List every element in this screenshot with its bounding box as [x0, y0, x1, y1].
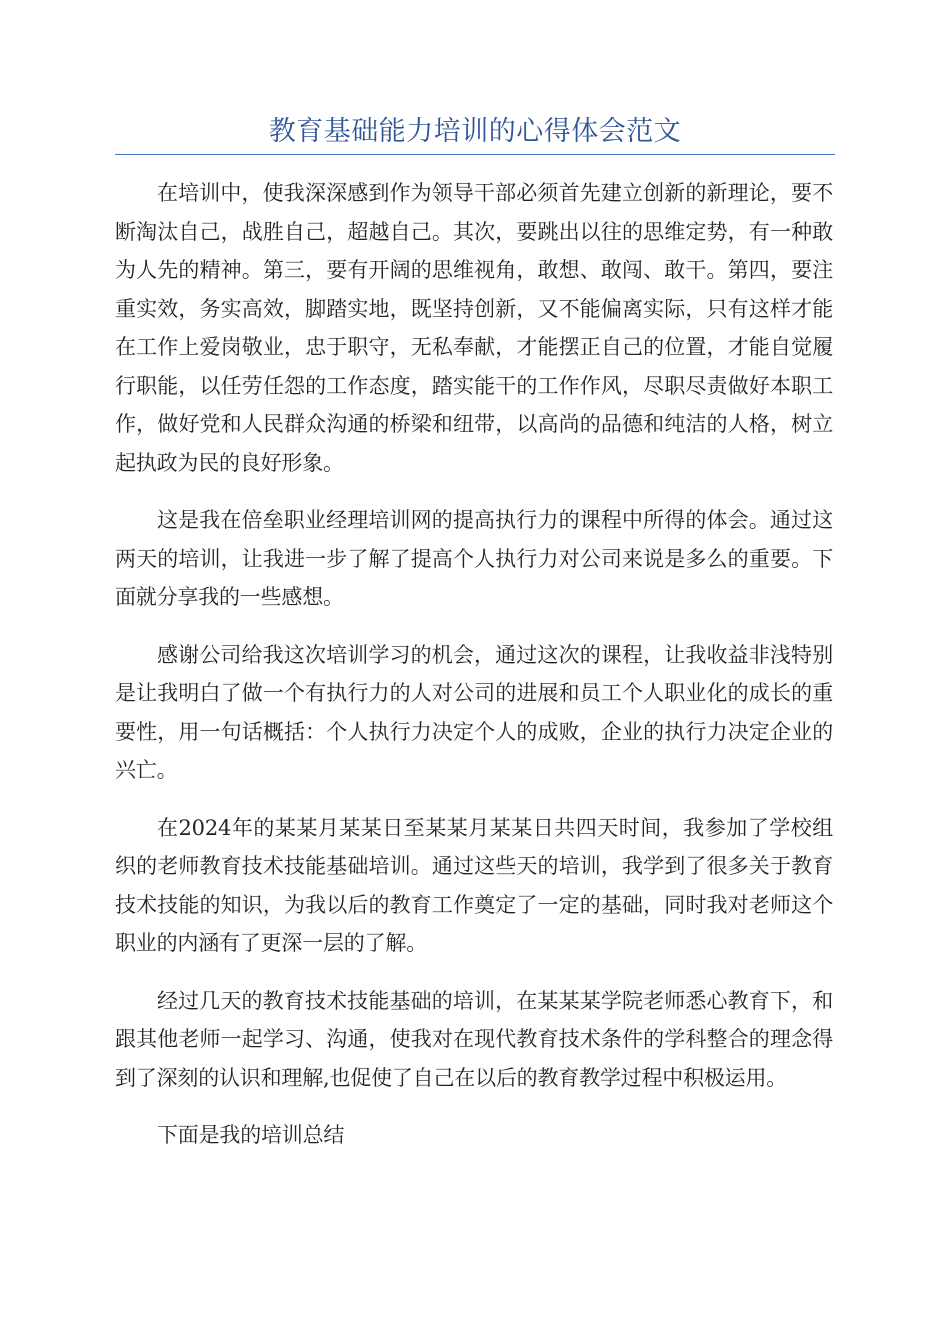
paragraph-6: 下面是我的培训总结 [157, 1123, 345, 1147]
document-title: 教育基础能力培训的心得体会范文 [268, 116, 682, 147]
title-underline-rule [115, 154, 835, 155]
paragraph-1: 在培训中，使我深深感到作为领导干部必须首先建立创新的新理论，要不断淘汰自己，战胜自己，超越自己。其次，要跳出以往的思维定势，有一种敢为人先的精神。第三，要有开阔的思维视角，敢想、敢闯、敢干。第四，要注重实效，务实高效，脚踏实地，既坚持创新，又不能偏离实际，只有这样才能在工作上爱岗敬业，忠于职守，无私奉献，才能摆正自己的位置，才能自觉履行职能，以任劳任怨的工作态度，踏实能干的工作作风，尽职尽责做好本职工作，做好党和人民群众沟通的桥梁和纽带，以高尚的品德和纯洁的人格，树立起执政为民的良好形象。 [115, 181, 833, 475]
paragraph-5: 经过几天的教育技术技能基础的培训，在某某某学院老师悉心教育下，和跟其他老师一起学习、沟通，使我对在现代教育技术条件的学科整合的理念得到了深刻的认识和理解,也促使了自己在以后的教育教学过程中积极运用。 [115, 988, 833, 1090]
paragraph-3: 感谢公司给我这次培训学习的机会，通过这次的课程，让我收益非浅特别是让我明白了做一个有执行力的人对公司的进展和员工个人职业化的成长的重要性，用一句话概括：个人执行力决定个人的成败，企业的执行力决定企业的兴亡。 [115, 642, 833, 782]
paragraph-2: 这是我在倍垒职业经理培训网的提高执行力的课程中所得的体会。通过这两天的培训，让我进一步了解了提高个人执行力对公司来说是多么的重要。下面就分享我的一些感想。 [115, 508, 833, 609]
paragraph-4: 在2024年的某某月某某日至某某月某某日共四天时间，我参加了学校组织的老师教育技术技能基础培训。通过这些天的培训，我学到了很多关于教育技术技能的知识，为我以后的教育工作奠定了一定的基础，同时我对老师这个职业的内涵有了更深一层的了解。 [115, 815, 833, 955]
document-body [115, 174, 833, 1174]
